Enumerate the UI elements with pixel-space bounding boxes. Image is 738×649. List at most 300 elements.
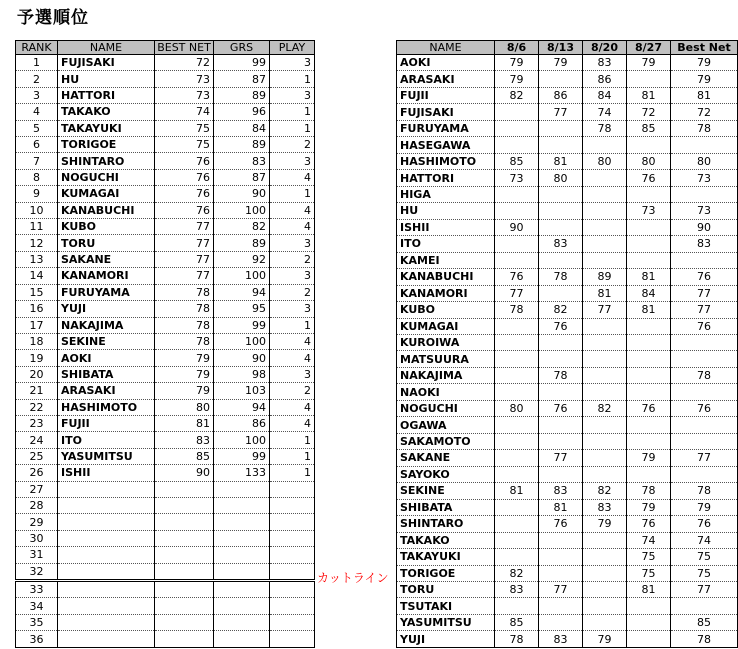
week-score-cell-1 xyxy=(495,384,539,400)
best-net-cell: 85 xyxy=(155,448,214,464)
week-score-cell-3 xyxy=(583,318,627,334)
week-score-cell-3: 83 xyxy=(583,55,627,71)
player-name-cell: ITO xyxy=(58,432,155,448)
week-score-cell-1 xyxy=(495,252,539,268)
best-net-cell: 75 xyxy=(671,549,738,565)
play-count-cell xyxy=(270,598,315,614)
best-net-cell: 77 xyxy=(671,285,738,301)
week-score-cell-3 xyxy=(583,186,627,202)
play-count-cell: 4 xyxy=(270,350,315,366)
grs-cell xyxy=(214,497,270,513)
play-count-cell: 4 xyxy=(270,399,315,415)
scores-header-date-2: 8/13 xyxy=(539,41,583,55)
week-score-cell-3 xyxy=(583,252,627,268)
play-count-cell xyxy=(270,581,315,598)
player-name-cell: ISHII xyxy=(397,219,495,235)
scores-header-date-4: 8/27 xyxy=(627,41,671,55)
grs-cell xyxy=(214,563,270,580)
best-net-cell: 77 xyxy=(155,235,214,251)
best-net-cell: 80 xyxy=(671,153,738,169)
week-score-cell-1: 73 xyxy=(495,170,539,186)
week-score-cell-3 xyxy=(583,367,627,383)
best-net-cell: 75 xyxy=(155,137,214,153)
best-net-cell: 76 xyxy=(155,169,214,185)
week-score-cell-2 xyxy=(539,417,583,433)
week-score-cell-4 xyxy=(627,137,671,153)
grs-cell: 94 xyxy=(214,399,270,415)
week-score-cell-3 xyxy=(583,549,627,565)
play-count-cell xyxy=(270,547,315,563)
best-net-cell: 78 xyxy=(155,301,214,317)
week-score-cell-2 xyxy=(539,466,583,482)
week-score-cell-1 xyxy=(495,466,539,482)
player-name-cell: HIGA xyxy=(397,186,495,202)
best-net-cell xyxy=(155,497,214,513)
week-score-cell-2 xyxy=(539,285,583,301)
week-score-cell-4 xyxy=(627,252,671,268)
player-name-cell: TORIGOE xyxy=(397,565,495,581)
ranking-row xyxy=(16,268,315,284)
player-name-cell: FUJII xyxy=(397,87,495,103)
ranking-row xyxy=(16,530,315,546)
best-net-cell: 79 xyxy=(671,71,738,87)
grs-cell: 89 xyxy=(214,235,270,251)
grs-cell: 87 xyxy=(214,71,270,87)
player-name-cell: NAOKI xyxy=(397,384,495,400)
week-score-cell-3 xyxy=(583,334,627,350)
player-name-cell: SEKINE xyxy=(397,483,495,499)
week-score-cell-3 xyxy=(583,170,627,186)
player-name-cell: HASHIMOTO xyxy=(58,399,155,415)
ranking-row xyxy=(16,251,315,267)
ranking-row xyxy=(16,614,315,630)
week-score-cell-4 xyxy=(627,351,671,367)
scores-row xyxy=(397,433,738,449)
week-score-cell-2: 76 xyxy=(539,516,583,532)
grs-cell: 82 xyxy=(214,219,270,235)
week-score-cell-1 xyxy=(495,334,539,350)
grs-cell: 89 xyxy=(214,137,270,153)
week-score-cell-3: 89 xyxy=(583,269,627,285)
player-name-cell: FURUYAMA xyxy=(397,120,495,136)
week-score-cell-3 xyxy=(583,565,627,581)
player-name-cell: SHINTARO xyxy=(58,153,155,169)
week-score-cell-1: 90 xyxy=(495,219,539,235)
play-count-cell xyxy=(270,497,315,513)
best-net-cell: 76 xyxy=(155,202,214,218)
grs-cell: 83 xyxy=(214,153,270,169)
best-net-cell: 74 xyxy=(671,532,738,548)
week-score-cell-1 xyxy=(495,367,539,383)
scores-row xyxy=(397,170,738,186)
scores-row xyxy=(397,137,738,153)
grs-cell: 96 xyxy=(214,104,270,120)
scores-row xyxy=(397,55,738,71)
rank-cell: 29 xyxy=(16,514,58,530)
week-score-cell-3: 80 xyxy=(583,153,627,169)
play-count-cell: 1 xyxy=(270,104,315,120)
best-net-cell: 78 xyxy=(671,483,738,499)
player-name-cell: OGAWA xyxy=(397,417,495,433)
week-score-cell-1: 82 xyxy=(495,565,539,581)
scores-row xyxy=(397,219,738,235)
player-name-cell: FURUYAMA xyxy=(58,284,155,300)
player-name-cell: SAYOKO xyxy=(397,466,495,482)
scores-row xyxy=(397,549,738,565)
scores-row xyxy=(397,384,738,400)
ranking-row xyxy=(16,547,315,563)
week-score-cell-1 xyxy=(495,417,539,433)
week-score-cell-1: 83 xyxy=(495,582,539,598)
scores-row xyxy=(397,483,738,499)
rank-cell: 6 xyxy=(16,137,58,153)
week-score-cell-2 xyxy=(539,565,583,581)
player-name-cell: TAKAYUKI xyxy=(58,120,155,136)
scores-row xyxy=(397,614,738,630)
week-score-cell-2 xyxy=(539,334,583,350)
week-score-cell-3 xyxy=(583,433,627,449)
ranking-row xyxy=(16,219,315,235)
player-name-cell: YUJI xyxy=(58,301,155,317)
scores-header-row xyxy=(397,41,738,55)
best-net-cell: 85 xyxy=(671,614,738,630)
best-net-cell xyxy=(155,481,214,497)
play-count-cell: 1 xyxy=(270,186,315,202)
player-name-cell: NOGUCHI xyxy=(397,400,495,416)
week-score-cell-2: 78 xyxy=(539,367,583,383)
play-count-cell: 3 xyxy=(270,55,315,71)
week-score-cell-1 xyxy=(495,351,539,367)
best-net-cell: 77 xyxy=(671,302,738,318)
best-net-cell: 76 xyxy=(155,186,214,202)
ranking-row xyxy=(16,301,315,317)
week-score-cell-4 xyxy=(627,466,671,482)
grs-cell xyxy=(214,614,270,630)
scores-header-best-net: Best Net xyxy=(671,41,738,55)
best-net-cell: 79 xyxy=(155,383,214,399)
player-name-cell: HU xyxy=(397,203,495,219)
week-score-cell-4: 81 xyxy=(627,582,671,598)
best-net-cell: 83 xyxy=(155,432,214,448)
play-count-cell: 2 xyxy=(270,284,315,300)
week-score-cell-2 xyxy=(539,71,583,87)
rank-cell: 24 xyxy=(16,432,58,448)
player-name-cell: SHIBATA xyxy=(58,366,155,382)
scores-row xyxy=(397,186,738,202)
scores-row xyxy=(397,120,738,136)
rank-cell: 11 xyxy=(16,219,58,235)
play-count-cell: 2 xyxy=(270,383,315,399)
play-count-cell xyxy=(270,563,315,580)
player-name-cell xyxy=(58,530,155,546)
week-score-cell-4 xyxy=(627,219,671,235)
page-title: 予選順位 xyxy=(17,8,89,28)
week-score-cell-2: 86 xyxy=(539,87,583,103)
ranking-row xyxy=(16,186,315,202)
week-score-cell-2: 81 xyxy=(539,499,583,515)
rank-cell: 15 xyxy=(16,284,58,300)
grs-cell: 84 xyxy=(214,120,270,136)
player-name-cell: SHIBATA xyxy=(397,499,495,515)
week-score-cell-2: 77 xyxy=(539,104,583,120)
player-name-cell: NAKAJIMA xyxy=(397,367,495,383)
ranking-row xyxy=(16,497,315,513)
play-count-cell: 3 xyxy=(270,153,315,169)
ranking-row xyxy=(16,169,315,185)
rank-cell: 4 xyxy=(16,104,58,120)
best-net-cell xyxy=(155,563,214,580)
scores-row xyxy=(397,400,738,416)
week-score-cell-3: 84 xyxy=(583,87,627,103)
player-name-cell: KANAMORI xyxy=(397,285,495,301)
player-name-cell: KANABUCHI xyxy=(58,202,155,218)
play-count-cell xyxy=(270,631,315,648)
rank-cell: 14 xyxy=(16,268,58,284)
player-name-cell: FUJISAKI xyxy=(397,104,495,120)
rank-cell: 10 xyxy=(16,202,58,218)
week-score-cell-4: 79 xyxy=(627,499,671,515)
player-name-cell: SHINTARO xyxy=(397,516,495,532)
grs-cell xyxy=(214,547,270,563)
play-count-cell: 3 xyxy=(270,301,315,317)
week-score-cell-2: 78 xyxy=(539,269,583,285)
week-score-cell-3 xyxy=(583,614,627,630)
best-net-cell: 79 xyxy=(671,499,738,515)
scores-row xyxy=(397,499,738,515)
best-net-cell xyxy=(155,631,214,648)
week-score-cell-2: 80 xyxy=(539,170,583,186)
scores-row xyxy=(397,285,738,301)
ranking-row xyxy=(16,235,315,251)
player-name-cell: HU xyxy=(58,71,155,87)
scores-row xyxy=(397,466,738,482)
best-net-cell: 76 xyxy=(155,153,214,169)
grs-cell: 99 xyxy=(214,448,270,464)
week-score-cell-4: 72 xyxy=(627,104,671,120)
week-score-cell-1: 76 xyxy=(495,269,539,285)
player-name-cell: HATTORI xyxy=(397,170,495,186)
player-name-cell: ARASAKI xyxy=(397,71,495,87)
scores-header-date-3: 8/20 xyxy=(583,41,627,55)
play-count-cell: 3 xyxy=(270,235,315,251)
rank-cell: 27 xyxy=(16,481,58,497)
ranking-table xyxy=(15,40,315,648)
week-score-cell-4: 75 xyxy=(627,549,671,565)
scores-row xyxy=(397,582,738,598)
player-name-cell: TORU xyxy=(58,235,155,251)
rank-cell: 21 xyxy=(16,383,58,399)
ranking-header-rank: RANK xyxy=(16,41,58,55)
grs-cell xyxy=(214,481,270,497)
week-score-cell-2 xyxy=(539,614,583,630)
rank-cell: 23 xyxy=(16,415,58,431)
scores-row xyxy=(397,302,738,318)
play-count-cell: 2 xyxy=(270,251,315,267)
best-net-cell: 76 xyxy=(671,269,738,285)
play-count-cell: 4 xyxy=(270,333,315,349)
week-score-cell-4 xyxy=(627,71,671,87)
best-net-cell: 79 xyxy=(671,55,738,71)
best-net-cell: 77 xyxy=(155,268,214,284)
play-count-cell: 1 xyxy=(270,465,315,481)
rank-cell: 9 xyxy=(16,186,58,202)
week-score-cell-2 xyxy=(539,252,583,268)
play-count-cell xyxy=(270,530,315,546)
best-net-cell: 79 xyxy=(155,350,214,366)
week-score-cell-4 xyxy=(627,433,671,449)
rank-cell: 7 xyxy=(16,153,58,169)
week-score-cell-4: 76 xyxy=(627,400,671,416)
best-net-cell: 78 xyxy=(671,120,738,136)
scores-row xyxy=(397,104,738,120)
week-score-cell-4: 73 xyxy=(627,203,671,219)
scores-row xyxy=(397,598,738,614)
rank-cell: 36 xyxy=(16,631,58,648)
best-net-cell: 78 xyxy=(671,367,738,383)
best-net-cell: 73 xyxy=(155,87,214,103)
week-score-cell-4 xyxy=(627,384,671,400)
player-name-cell: KUBO xyxy=(397,302,495,318)
player-name-cell xyxy=(58,514,155,530)
ranking-row xyxy=(16,598,315,614)
player-name-cell: HASEGAWA xyxy=(397,137,495,153)
cut-line-label: カットライン xyxy=(317,571,389,585)
week-score-cell-4 xyxy=(627,631,671,648)
player-name-cell: MATSUURA xyxy=(397,351,495,367)
rank-cell: 34 xyxy=(16,598,58,614)
ranking-row xyxy=(16,448,315,464)
play-count-cell: 3 xyxy=(270,366,315,382)
rank-cell: 33 xyxy=(16,581,58,598)
week-score-cell-1 xyxy=(495,318,539,334)
best-net-cell: 78 xyxy=(155,333,214,349)
player-name-cell: HASHIMOTO xyxy=(397,153,495,169)
ranking-row xyxy=(16,383,315,399)
player-name-cell: TAKAKO xyxy=(58,104,155,120)
best-net-cell xyxy=(671,433,738,449)
week-score-cell-3: 77 xyxy=(583,302,627,318)
ranking-row xyxy=(16,333,315,349)
best-net-cell: 75 xyxy=(671,565,738,581)
week-score-cell-3 xyxy=(583,598,627,614)
week-score-cell-4: 79 xyxy=(627,450,671,466)
week-score-cell-3: 83 xyxy=(583,499,627,515)
player-name-cell: YUJI xyxy=(397,631,495,648)
player-name-cell: AOKI xyxy=(58,350,155,366)
week-score-cell-1: 81 xyxy=(495,483,539,499)
player-name-cell: FUJII xyxy=(58,415,155,431)
week-score-cell-2 xyxy=(539,219,583,235)
grs-cell xyxy=(214,514,270,530)
grs-cell: 95 xyxy=(214,301,270,317)
player-name-cell: YASUMITSU xyxy=(397,614,495,630)
week-score-cell-4: 80 xyxy=(627,153,671,169)
grs-cell: 98 xyxy=(214,366,270,382)
week-score-cell-3 xyxy=(583,466,627,482)
ranking-row xyxy=(16,71,315,87)
week-score-cell-2: 83 xyxy=(539,483,583,499)
best-net-cell: 78 xyxy=(155,284,214,300)
week-score-cell-3 xyxy=(583,219,627,235)
week-score-cell-4 xyxy=(627,186,671,202)
rank-cell: 35 xyxy=(16,614,58,630)
player-name-cell: AOKI xyxy=(397,55,495,71)
week-score-cell-1 xyxy=(495,186,539,202)
week-score-cell-3 xyxy=(583,384,627,400)
grs-cell: 86 xyxy=(214,415,270,431)
scores-row xyxy=(397,532,738,548)
week-score-cell-1 xyxy=(495,532,539,548)
play-count-cell xyxy=(270,481,315,497)
player-name-cell xyxy=(58,563,155,580)
rank-cell: 19 xyxy=(16,350,58,366)
week-score-cell-3 xyxy=(583,417,627,433)
week-score-cell-1: 78 xyxy=(495,302,539,318)
best-net-cell xyxy=(671,137,738,153)
best-net-cell: 72 xyxy=(671,104,738,120)
week-score-cell-4: 81 xyxy=(627,269,671,285)
week-score-cell-2: 76 xyxy=(539,400,583,416)
week-score-cell-2: 83 xyxy=(539,236,583,252)
week-score-cell-3: 78 xyxy=(583,120,627,136)
week-score-cell-3 xyxy=(583,532,627,548)
week-score-cell-4: 76 xyxy=(627,170,671,186)
player-name-cell xyxy=(58,481,155,497)
grs-cell: 133 xyxy=(214,465,270,481)
ranking-header-play: PLAY xyxy=(270,41,315,55)
grs-cell: 92 xyxy=(214,251,270,267)
week-score-cell-2 xyxy=(539,137,583,153)
week-score-cell-1 xyxy=(495,104,539,120)
week-score-cell-4: 85 xyxy=(627,120,671,136)
best-net-cell xyxy=(155,514,214,530)
week-score-cell-1 xyxy=(495,516,539,532)
ranking-row xyxy=(16,581,315,598)
grs-cell: 90 xyxy=(214,350,270,366)
ranking-row xyxy=(16,120,315,136)
player-name-cell: NOGUCHI xyxy=(58,169,155,185)
week-score-cell-1 xyxy=(495,598,539,614)
week-score-cell-2 xyxy=(539,433,583,449)
rank-cell: 18 xyxy=(16,333,58,349)
best-net-cell: 83 xyxy=(671,236,738,252)
ranking-row xyxy=(16,317,315,333)
play-count-cell: 1 xyxy=(270,120,315,136)
grs-cell: 99 xyxy=(214,55,270,71)
best-net-cell xyxy=(671,598,738,614)
player-name-cell: ARASAKI xyxy=(58,383,155,399)
ranking-header-row xyxy=(16,41,315,55)
week-score-cell-1 xyxy=(495,549,539,565)
scores-row xyxy=(397,351,738,367)
scores-row xyxy=(397,450,738,466)
best-net-cell: 76 xyxy=(671,318,738,334)
week-score-cell-3: 82 xyxy=(583,483,627,499)
player-name-cell: KAMEI xyxy=(397,252,495,268)
rank-cell: 20 xyxy=(16,366,58,382)
player-name-cell: HATTORI xyxy=(58,87,155,103)
scores-row xyxy=(397,203,738,219)
play-count-cell: 3 xyxy=(270,268,315,284)
ranking-row xyxy=(16,415,315,431)
best-net-cell: 79 xyxy=(155,366,214,382)
week-score-cell-1: 77 xyxy=(495,285,539,301)
ranking-header-name: NAME xyxy=(58,41,155,55)
best-net-cell xyxy=(155,614,214,630)
play-count-cell: 1 xyxy=(270,432,315,448)
play-count-cell: 4 xyxy=(270,219,315,235)
week-score-cell-4: 74 xyxy=(627,532,671,548)
